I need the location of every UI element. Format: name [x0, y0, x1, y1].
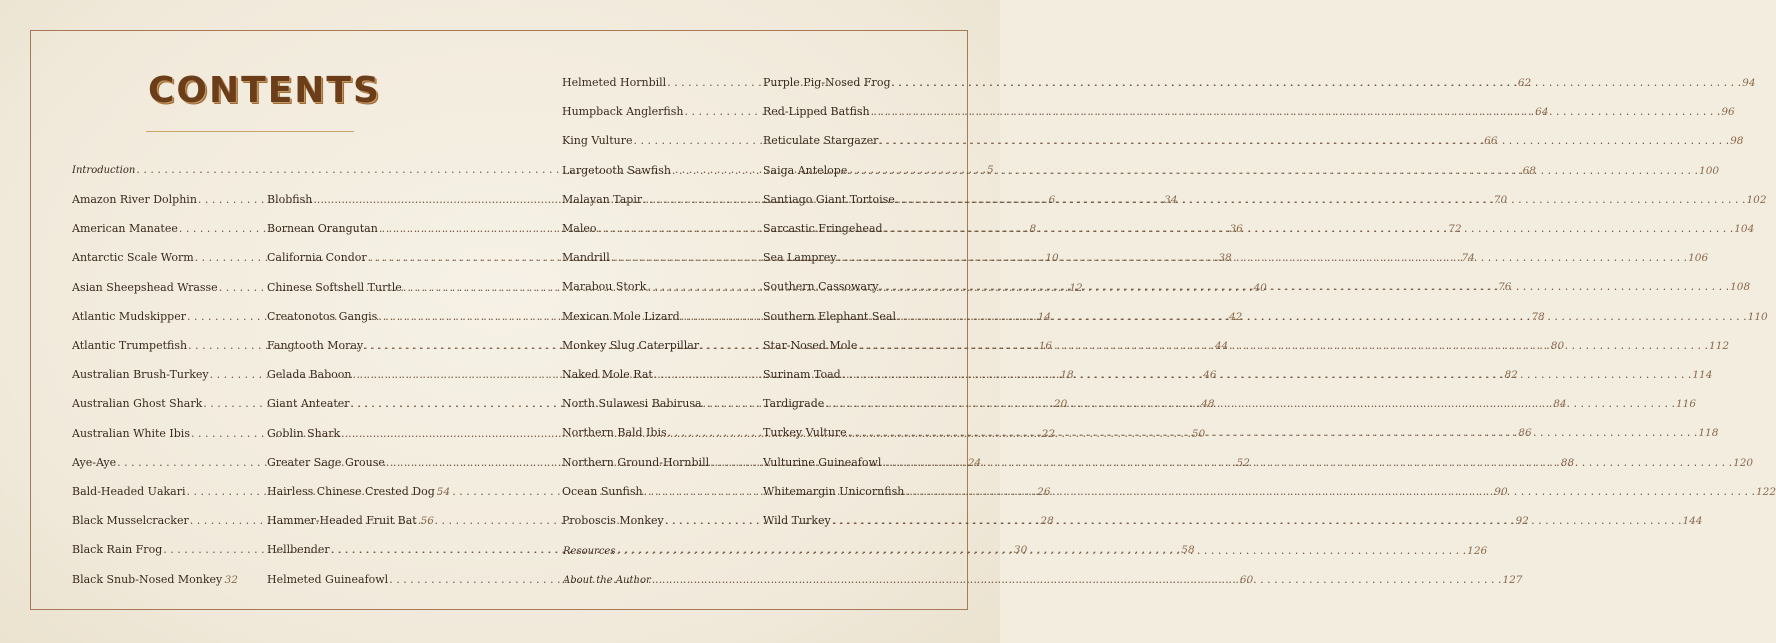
leader-dots — [825, 394, 1675, 414]
toc-entry-label: Marabou Stork — [562, 280, 647, 294]
toc-entry-label: Bald-Headed Uakari — [72, 485, 186, 498]
toc-entry-label: Northern Ground-Hornbill — [562, 455, 710, 469]
leader-dots — [879, 277, 1729, 297]
toc-entry[interactable] — [72, 570, 238, 590]
toc-entry-page: 38 — [1218, 252, 1232, 265]
toc-entry-page: 116 — [1675, 398, 1696, 411]
toc-entry-label: Atlantic Trumpetfish — [72, 339, 188, 352]
toc-entry-label: Introduction — [72, 165, 136, 176]
toc-entry-page: 94 — [1742, 77, 1756, 89]
leader-dots — [905, 482, 1755, 502]
toc-entry-label: Goblin Shark — [267, 426, 341, 440]
toc-entry-page: 66 — [1484, 135, 1498, 148]
title-divider — [146, 131, 354, 132]
toc-entry-page: 6 — [1048, 194, 1056, 206]
leader-dots — [882, 453, 1732, 473]
leader-dots — [897, 307, 1747, 327]
toc-entry-page: 12 — [1069, 281, 1083, 294]
toc-entry-page: 76 — [1498, 281, 1512, 294]
toc-entry-label: Aye-Aye — [72, 455, 117, 469]
page-title: CONTENTS — [148, 70, 381, 111]
toc-entry-label: Sarcastic Fringehead — [763, 222, 883, 235]
toc-entry-page: 18 — [1060, 369, 1074, 382]
toc-entry-label: Giant Anteater — [267, 397, 350, 411]
toc-entry-label: Bornean Orangutan — [267, 222, 378, 236]
toc-entry-page: 80 — [1550, 339, 1565, 352]
leader-dots — [858, 336, 1708, 356]
toc-entry-label: Northern Bald Ibis — [562, 426, 667, 440]
toc-entry-label: Fangtooth Moray — [267, 339, 364, 352]
toc-entry-page: 100 — [1699, 164, 1720, 177]
toc-entry-label: Saiga Antelope — [763, 163, 848, 177]
toc-entry-page: 20 — [1053, 398, 1068, 411]
toc-entry-label: North Sulawesi Babirusa — [562, 397, 702, 411]
toc-entry-page: 127 — [1502, 574, 1523, 586]
toc-entry-label: Hairless Chinese Crested Dog — [267, 485, 435, 498]
toc-entry-label: King Vulture — [562, 134, 633, 148]
toc-entry-page: 48 — [1201, 398, 1215, 411]
toc-entry-page: 54 — [436, 486, 451, 498]
toc-entry-page: 88 — [1560, 456, 1575, 469]
leader-dots — [879, 131, 1729, 151]
toc-entry-page: 112 — [1709, 339, 1730, 352]
toc-entry-label: California Condor — [267, 251, 367, 265]
leader-dots — [884, 219, 1734, 239]
toc-entry-page: 114 — [1692, 369, 1713, 381]
toc-entry-label: Monkey Slug Caterpillar — [562, 338, 700, 352]
toc-entry-label: Santiago Giant Tortoise — [763, 192, 895, 206]
leader-dots — [616, 541, 1466, 561]
toc-entry-label: Amazon River Dolphin — [72, 193, 197, 206]
toc-entry-label: Asian Sheepshead Wrasse — [72, 280, 218, 294]
toc-entry-label: Humpback Anglerfish — [562, 105, 684, 119]
toc-entry-label: Helmeted Hornbill — [562, 76, 667, 89]
toc-entry-page: 102 — [1746, 193, 1767, 206]
toc-entry-label: Southern Cassowary — [763, 280, 879, 294]
toc-entry-label: Red-Lipped Batfish — [763, 105, 870, 119]
toc-entry-label: Australian Brush-Turkey — [72, 368, 209, 382]
toc-entry-page: 82 — [1504, 369, 1518, 381]
toc-entry-label: Black Snub-Nosed Monkey — [72, 572, 223, 586]
toc-entry-page: 46 — [1203, 369, 1217, 382]
toc-entry-page: 14 — [1037, 310, 1052, 323]
toc-entry-label: American Manatee — [72, 222, 178, 236]
toc-entry-page: 56 — [420, 515, 434, 528]
leader-dots — [871, 102, 1721, 122]
leader-dots — [652, 570, 1502, 590]
toc-entry-page: 58 — [1181, 544, 1195, 557]
toc-entry-page: 120 — [1733, 456, 1754, 469]
toc-entry-page: 36 — [1229, 223, 1243, 236]
toc-entry-label: Creatonotos Gangis — [267, 309, 378, 323]
toc-entry-page: 30 — [1013, 544, 1028, 557]
toc-entry-label: Vulturine Guineafowl — [763, 455, 882, 469]
toc-entry-page: 60 — [1239, 573, 1254, 586]
toc-entry-page: 44 — [1214, 340, 1229, 352]
toc-entry-label: Tardigrade — [763, 397, 825, 411]
toc-entry-page: 110 — [1747, 310, 1768, 323]
toc-entry-label: Southern Elephant Seal — [763, 309, 896, 323]
toc-entry-label: Chinese Softshell Turtle — [267, 280, 402, 294]
toc-entry-page: 24 — [967, 456, 982, 469]
toc-entry-label: Resources — [563, 546, 616, 557]
toc-entry-label: Black Musselcracker — [72, 514, 189, 528]
toc-entry-label: Australian Ghost Shark — [72, 397, 203, 411]
toc-entry-page: 144 — [1682, 515, 1703, 527]
toc-entry-label: Black Rain Frog — [72, 543, 163, 557]
toc-entry-page: 92 — [1515, 515, 1529, 527]
leader-dots — [896, 190, 1746, 210]
toc-entry-page: 10 — [1045, 252, 1059, 265]
toc-entry-label: Hammer-Headed Fruit Bat — [267, 514, 417, 528]
toc-entry-page: 126 — [1467, 545, 1488, 557]
toc-entry-page: 28 — [1040, 515, 1054, 528]
leader-dots — [891, 73, 1741, 93]
toc-entry-label: Ocean Sunfish — [562, 484, 643, 498]
toc-entry-page: 34 — [1164, 194, 1178, 206]
toc-entry-label: Antarctic Scale Worm — [72, 251, 194, 265]
toc-entry-page: 78 — [1531, 310, 1545, 323]
toc-entry-page: 84 — [1553, 398, 1567, 411]
toc-entry-label: Proboscis Monkey — [562, 514, 664, 527]
toc-entry-page: 86 — [1518, 427, 1532, 440]
toc-entry-page: 122 — [1755, 485, 1776, 498]
toc-entry-label: Mexican Mole Lizard — [562, 309, 680, 323]
toc-entry-page: 42 — [1228, 310, 1243, 323]
toc-entry-page: 40 — [1253, 281, 1267, 294]
toc-entry-page: 72 — [1448, 223, 1462, 235]
toc-entry-label: Hellbender — [267, 543, 330, 557]
leader-dots — [848, 161, 1698, 181]
toc-entry-label: Malayan Tapir — [562, 192, 643, 206]
toc-entry-page: 90 — [1494, 485, 1508, 498]
toc-entry-label: Reticulate Stargazer — [763, 134, 879, 148]
toc-entry-page: 5 — [987, 164, 994, 176]
toc-entry-label: Australian White Ibis — [72, 426, 190, 440]
toc-entry-page: 108 — [1730, 281, 1751, 294]
toc-entry-label: Greater Sage Grouse — [267, 455, 385, 469]
toc-entry-label: Sea Lamprey — [763, 251, 837, 265]
toc-entry-page: 96 — [1721, 106, 1735, 119]
leader-dots — [842, 365, 1692, 385]
toc-entry-label: Atlantic Mudskipper — [72, 309, 186, 323]
toc-entry-label: Gelada Baboon — [267, 368, 352, 382]
toc-entry-page: 50 — [1191, 427, 1206, 440]
toc-entry-label: Maleo — [562, 222, 597, 235]
leader-dots — [832, 511, 1682, 531]
toc-entry-page: 118 — [1698, 427, 1719, 440]
toc-entry-label: About the Author — [563, 575, 651, 586]
leader-dots — [837, 248, 1687, 268]
toc-entry-page: 74 — [1461, 252, 1475, 265]
toc-entry-label: Whitemargin Unicornfish — [763, 484, 905, 498]
toc-entry-page: 52 — [1236, 456, 1250, 469]
toc-entry-label: Naked Mole Rat — [562, 368, 653, 381]
toc-entry-page: 104 — [1734, 223, 1755, 235]
toc-entry-label: Largetooth Sawfish — [562, 163, 671, 177]
leader-dots — [848, 423, 1698, 443]
toc-entry-page: 32 — [224, 573, 238, 586]
toc-entry-label: Helmeted Guineafowl — [267, 572, 389, 586]
toc-entry-page: 62 — [1517, 77, 1532, 89]
toc-entry-label: Surinam Toad — [763, 368, 841, 381]
toc-entry-page: 64 — [1535, 106, 1549, 119]
toc-entry-page: 22 — [1041, 427, 1056, 440]
toc-entry-page: 26 — [1037, 486, 1051, 498]
toc-entry[interactable] — [267, 511, 434, 531]
toc-entry-label: Blobfish — [267, 193, 313, 206]
toc-entry-page: 70 — [1493, 193, 1508, 206]
toc-entry-label: Turkey Vulture — [763, 426, 847, 440]
toc-entry-page: 98 — [1730, 135, 1744, 148]
toc-entry[interactable] — [267, 482, 451, 502]
toc-entry-label: Mandrill — [562, 251, 610, 265]
toc-entry-label: Wild Turkey — [763, 514, 831, 527]
toc-entry-label: Purple Pig-Nosed Frog — [763, 76, 891, 89]
toc-entry-page: 16 — [1038, 340, 1053, 352]
toc-entry-page: 68 — [1522, 164, 1536, 177]
toc-entry-page: 8 — [1029, 223, 1037, 236]
toc-entry-label: Star-Nosed Mole — [763, 338, 858, 352]
leader-dots — [418, 511, 420, 531]
toc-entry-page: 106 — [1688, 252, 1709, 265]
